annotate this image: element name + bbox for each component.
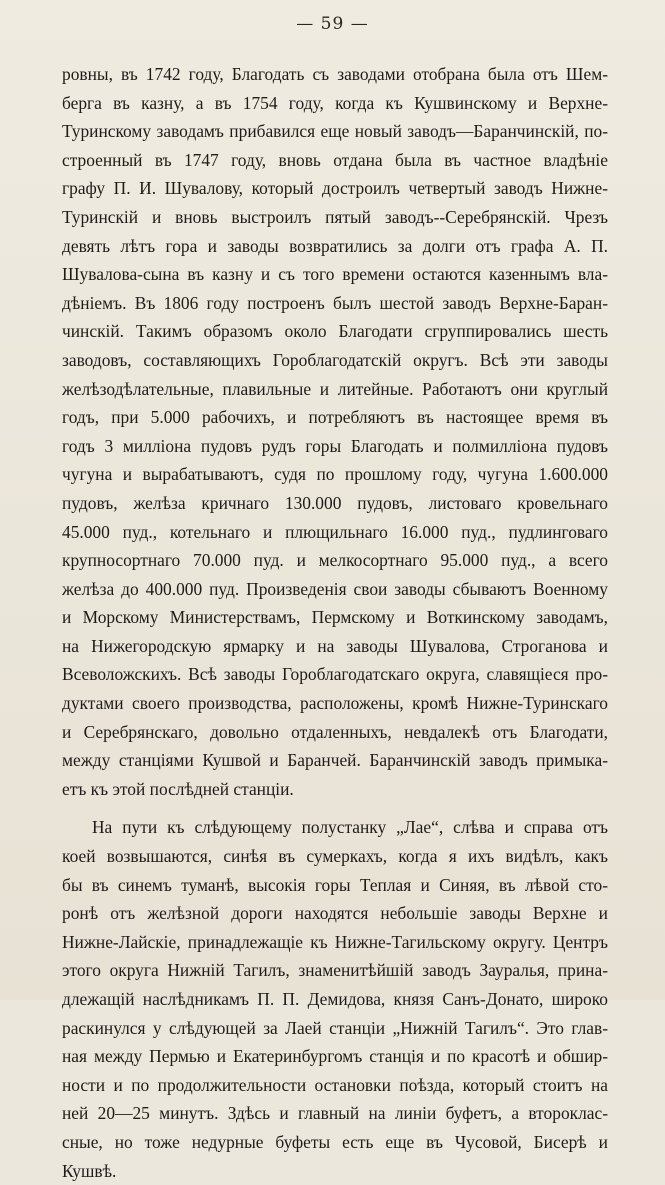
text-line: сные, но тоже недурные буфеты есть еще въ Чусовой, Бисерѣ и — [62, 1131, 608, 1152]
text-line: между станціями Кушвой и Баранчей. Баранчинскій заводъ примыка- — [62, 750, 608, 771]
text-line: ная между Пермью и Екатеринбургомъ станція и по красотѣ и обшир- — [62, 1046, 608, 1067]
text-line: строенный въ 1747 году, вновь отдана была въ частное владѣніе — [62, 149, 608, 170]
text-line: ронѣ отъ желѣзной дороги находятся небольшіе заводы Верхне и — [62, 903, 608, 924]
text-line: На пути къ слѣдующему полустанку „Лае“, слѣва и справа отъ — [92, 817, 608, 838]
text-line: чинскій. Такимъ образомъ около Благодати сгруппировались шесть — [62, 321, 608, 342]
text-line: крупносортнаго 70.000 пуд. и мелкосортнаго 95.000 пуд., а всего — [62, 550, 608, 571]
text-line: чугуна и вырабатываютъ, судя по прошлому году, чугуна 1.600.000 — [62, 464, 608, 485]
text-line: длежащій наслѣдникамъ П. П. Демидова, князя Санъ-Донато, широко — [62, 989, 608, 1009]
text-line: ности и по продолжительности остановки поѣзда, который стоитъ на — [62, 1074, 608, 1095]
paragraph-gap — [62, 803, 608, 813]
paragraph — [62, 813, 608, 1185]
text-line: Нижне-Лайскіе, принадлежащіе къ Нижне-Тагильскому округу. Центръ — [62, 931, 608, 952]
body-text — [62, 60, 608, 1185]
text-line: желѣза до 400.000 пуд. Произведенія свои заводы сбываютъ Военному — [62, 578, 608, 599]
text-line: раскинулся у слѣдующей за Лаей станціи „Нижній Тагилъ“. Это глав- — [62, 1017, 608, 1038]
paragraph — [62, 60, 608, 803]
text-line: заводовъ, составляющихъ Гороблагодатскій округъ. Всѣ эти заводы — [62, 349, 608, 370]
text-line: девять лѣтъ гора и заводы возвратились за долги отъ графа А. П. — [62, 235, 608, 256]
page-number: — 59 — — [296, 14, 369, 34]
text-line: и Серебрянскаго, довольно отдаленныхъ, невдалекѣ отъ Благодати, — [62, 721, 608, 742]
text-line: Туринскому заводамъ прибавился еще новый заводъ—Баранчинскій, по- — [62, 121, 608, 142]
text-line: Всеволожскихъ. Всѣ заводы Гороблагодатскаго округа, славящіеся про- — [62, 664, 608, 685]
text-line: дѣніемъ. Въ 1806 году построенъ былъ шестой заводъ Верхне-Баран- — [62, 292, 608, 313]
text-line: ней 20—25 минутъ. Здѣсь и главный на линіи буфетъ, а второклас- — [62, 1103, 608, 1124]
text-line: годъ, при 5.000 рабочихъ, и потребляютъ въ настоящее время въ — [62, 407, 608, 428]
text-line: 45.000 пуд., котельнаго и плющильнаго 16.000 пуд., пудлинговаго — [62, 521, 608, 542]
text-line: на Нижегородскую ярмарку и на заводы Шувалова, Строганова и — [62, 635, 608, 656]
text-line: графу П. И. Шувалову, который достроилъ четвертый заводъ Нижне- — [62, 178, 608, 199]
text-line: ровны, въ 1742 году, Благодать съ заводами отобрана была отъ Шем- — [62, 64, 608, 84]
text-line: Туринскій и вновь выстроилъ пятый заводъ--Серебрянскій. Чрезъ — [62, 206, 608, 227]
text-line: пудовъ, желѣза кричнаго 130.000 пудовъ, листоваго кровельнаго — [62, 492, 608, 513]
text-line: желѣзодѣлательные, плавильные и литейные. Работаютъ они круглый — [62, 378, 608, 399]
text-line: бы въ синемъ туманѣ, высокія горы Теплая и Синяя, въ лѣвой сто- — [62, 874, 608, 895]
text-line: Кушвѣ. — [62, 1160, 117, 1181]
text-line: и Морскому Министерствамъ, Пермскому и Воткинскому заводамъ, — [62, 607, 608, 628]
text-line: Шувалова-сына въ казну и съ того времени остаются казеннымъ влa- — [62, 264, 608, 285]
text-line: дуктами своего производства, расположены, кромѣ Нижне-Туринскаго — [62, 693, 608, 714]
text-line: етъ къ этой послѣдней станціи. — [62, 778, 294, 799]
text-line: коей возвышаются, синѣя въ сумеркахъ, когда я ихъ видѣлъ, какъ — [62, 846, 608, 867]
text-line: берга въ казну, а въ 1754 году, когда къ Кушвинскому и Верхне- — [62, 92, 608, 113]
text-line: годъ 3 милліона пудовъ рудъ горы Благодать и полмилліона пудовъ — [62, 435, 608, 456]
text-line: этого округа Нижній Тагилъ, знаменитѣйшій заводъ Зауралья, прина- — [62, 960, 608, 981]
